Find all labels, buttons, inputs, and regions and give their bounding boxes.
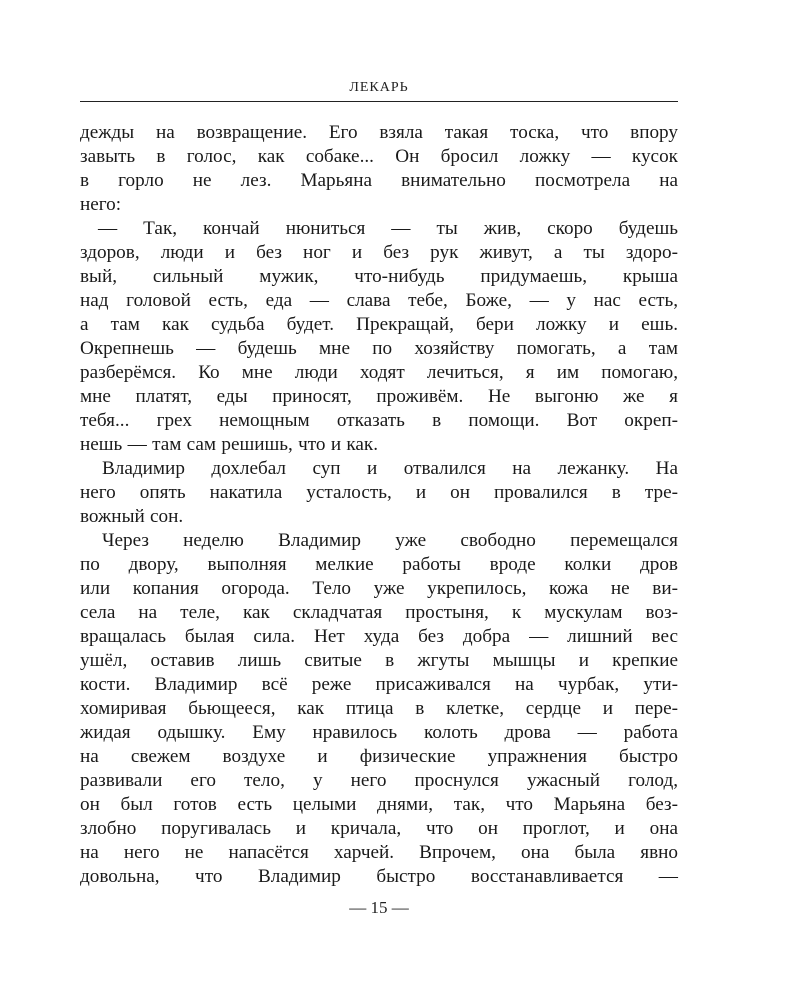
running-head: ЛЕКАРЬ bbox=[349, 80, 409, 95]
text-line: него опять накатила усталость, и он провалился в тре- bbox=[80, 482, 678, 503]
text-line: вращалась былая сила. Нет худа без добра — лишний вес bbox=[80, 626, 678, 647]
text-line: тебя... грех немощным отказать в помощи. Вот окреп- bbox=[80, 410, 678, 431]
text-line: на него не напасётся харчей. Впрочем, она была явно bbox=[80, 842, 678, 863]
text-line: Через неделю Владимир уже свободно перемещался bbox=[102, 530, 678, 551]
text-line: мне платят, еды приносят, проживём. Не выгоню же я bbox=[80, 386, 678, 407]
text-line: села на теле, как складчатая простыня, к мускулам воз- bbox=[80, 602, 678, 623]
text-line: завыть в голос, как собаке... Он бросил ложку — кусок bbox=[80, 146, 678, 167]
text-line: него: bbox=[80, 194, 122, 215]
text-line: он был готов есть целыми днями, так, что Марьяна без- bbox=[80, 794, 678, 815]
text-line: кости. Владимир всё реже присаживался на чурбак, ути- bbox=[80, 674, 678, 695]
text-line: здоров, люди и без ног и без рук живут, а ты здоро- bbox=[80, 242, 678, 263]
text-line: Окрепнешь — будешь мне по хозяйству помогать, а там bbox=[80, 338, 678, 359]
text-line: развивали его тело, у него проснулся ужасный голод, bbox=[80, 770, 678, 791]
text-line: дежды на возвращение. Его взяла такая тоска, что впору bbox=[80, 122, 678, 143]
text-line: разберёмся. Ко мне люди ходят лечиться, я им помогаю, bbox=[80, 362, 678, 383]
text-line: ушёл, оставив лишь свитые в жгуты мышцы и крепкие bbox=[80, 650, 678, 671]
text-line: а там как судьба будет. Прекращай, бери ложку и ешь. bbox=[80, 314, 678, 335]
text-line: над головой есть, еда — слава тебе, Боже, — у нас есть, bbox=[80, 290, 678, 311]
text-line: на свежем воздухе и физические упражнения быстро bbox=[80, 746, 678, 767]
text-line: в горло не лез. Марьяна внимательно посмотрела на bbox=[80, 170, 678, 191]
text-line: вожный сон. bbox=[80, 506, 184, 527]
page-number: — 15 — bbox=[349, 898, 409, 917]
text-line: злобно поругивалась и кричала, что он проглот, и она bbox=[80, 818, 678, 839]
text-line: вый, сильный мужик, что-нибудь придумаешь, крыша bbox=[80, 266, 678, 287]
text-line: хомиривая бьющееся, как птица в клетке, сердце и пере- bbox=[80, 698, 678, 719]
text-line: Владимир дохлебал суп и отвалился на лежанку. На bbox=[102, 458, 678, 479]
text-line: или копания огорода. Тело уже укрепилось, кожа не ви- bbox=[80, 578, 678, 599]
text-line: нешь — там сам решишь, что и как. bbox=[80, 434, 379, 455]
text-line: по двору, выполняя мелкие работы вроде колки дров bbox=[80, 554, 678, 575]
text-line: довольна, что Владимир быстро восстанавливается — bbox=[80, 866, 678, 887]
header-rule bbox=[80, 101, 678, 102]
body-text bbox=[80, 121, 678, 889]
text-line: жидая одышку. Ему нравилось колоть дрова — работа bbox=[80, 722, 678, 743]
text-line: — Так, кончай нюниться — ты жив, скоро будешь bbox=[98, 218, 678, 239]
